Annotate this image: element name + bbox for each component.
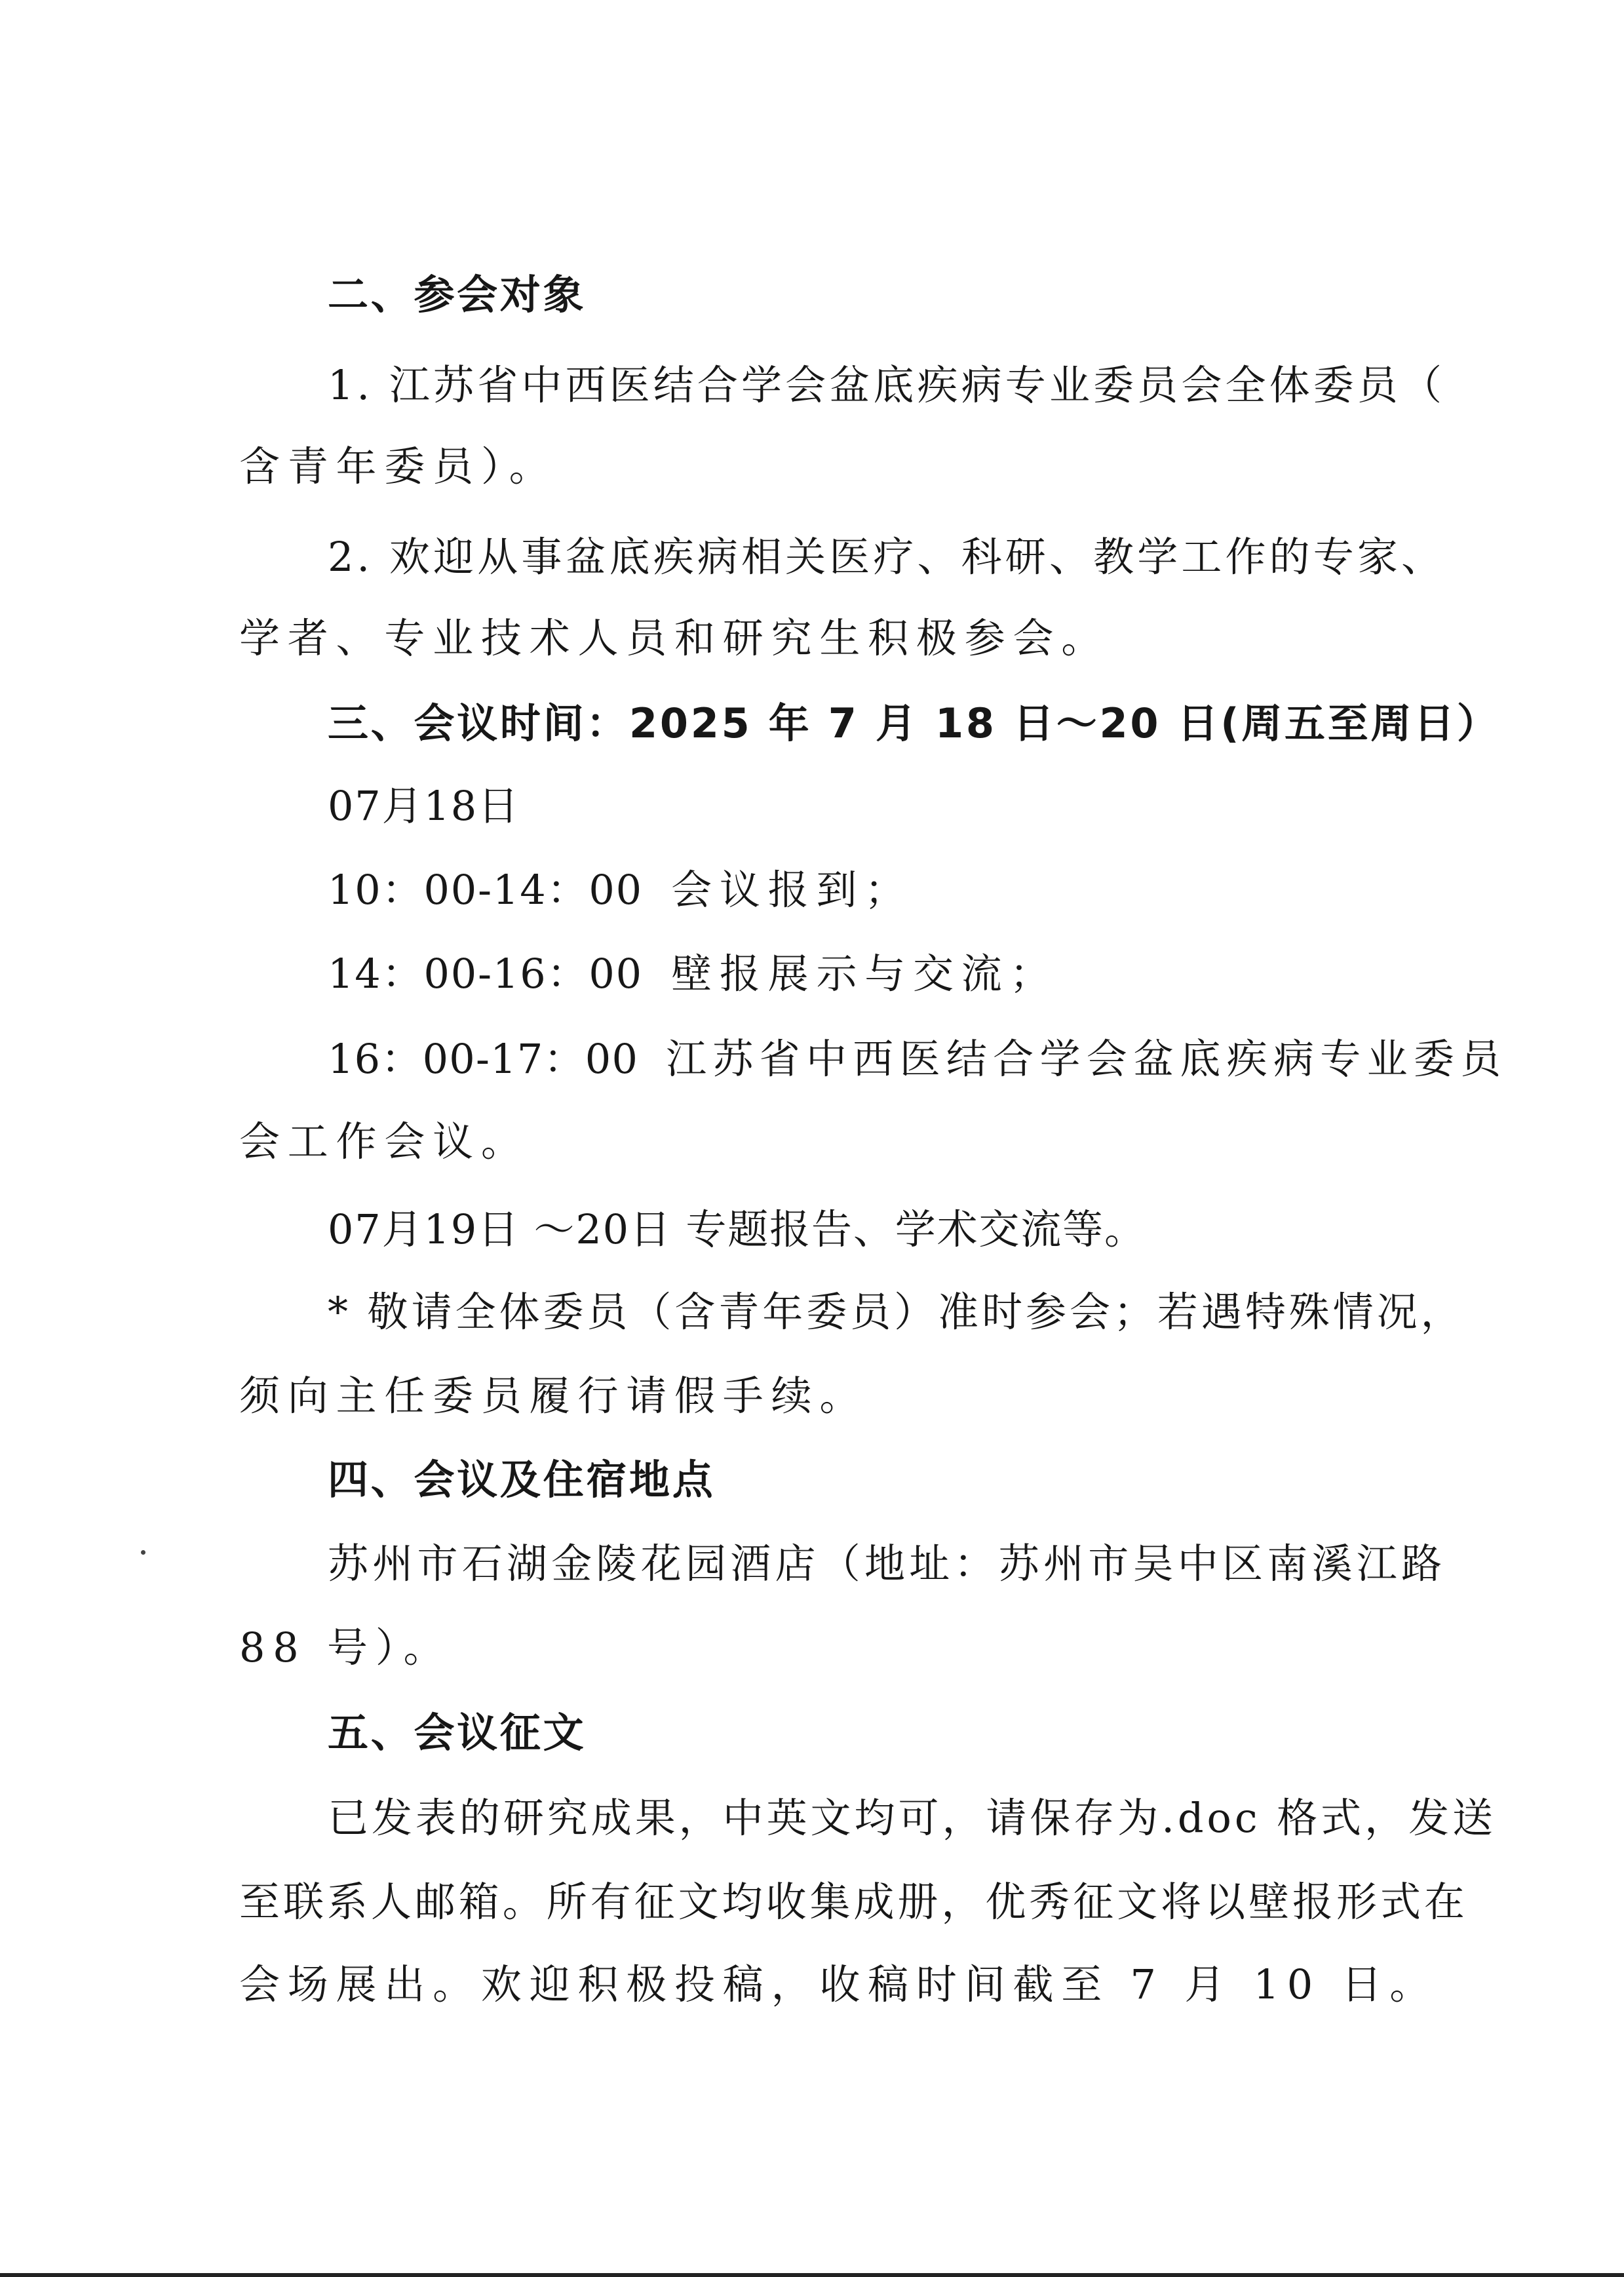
venue-line-1: 苏州市石湖金陵花园酒店（地址：苏州市吴中区南溪江路	[328, 1540, 1445, 1587]
attendees-item-2-line-2: 学者、专业技术人员和研究生积极参会。	[239, 614, 1110, 662]
attendance-note-line-2: 须向主任委员履行请假手续。	[239, 1372, 868, 1420]
venue-line-2: 88 号）。	[239, 1624, 452, 1671]
schedule-time: 14：00-16：00	[328, 950, 643, 998]
schedule-desc: 会议报到；	[671, 866, 914, 914]
schedule-row	[328, 948, 1058, 1000]
schedule-day-1: 07月18日	[328, 782, 520, 830]
section-heading-venue: 四、会议及住宿地点	[328, 1456, 716, 1504]
schedule-row	[328, 1033, 1507, 1085]
schedule-row	[328, 864, 913, 916]
section-heading-papers: 五、会议征文	[328, 1709, 587, 1757]
schedule-desc: 壁报展示与交流；	[671, 950, 1058, 998]
attendees-item-1-line-2: 含青年委员）。	[239, 442, 558, 490]
attendance-note-line-1: * 敬请全体委员（含青年委员）准时参会；若遇特殊情况，	[328, 1288, 1465, 1336]
section-heading-attendees: 二、参会对象	[328, 271, 587, 319]
papers-line-1: 已发表的研究成果，中英文均可，请保存为.doc 格式，发送	[328, 1794, 1496, 1842]
schedule-desc: 江苏省中西医结合学会盆底疾病专业委员	[666, 1035, 1507, 1083]
section-heading-time: 三、会议时间：2025 年 7 月 18 日～20 日(周五至周日）	[328, 699, 1500, 747]
papers-line-2: 至联系人邮箱。所有征文均收集成册，优秀征文将以壁报形式在	[239, 1878, 1468, 1926]
schedule-time: 10：00-14：00	[328, 866, 643, 914]
papers-line-3: 会场展出。欢迎积极投稿，收稿时间截至 7 月 10 日。	[239, 1960, 1439, 2008]
schedule-row-3-continuation: 会工作会议。	[239, 1118, 530, 1165]
scan-speck	[141, 1550, 145, 1555]
attendees-item-1-line-1: 1. 江苏省中西医结合学会盆底疾病专业委员会全体委员（	[328, 361, 1445, 409]
attendees-item-2-line-1: 2. 欢迎从事盆底疾病相关医疗、科研、教学工作的专家、	[328, 533, 1445, 581]
schedule-time: 16：00-17：00	[328, 1035, 639, 1083]
schedule-day-2: 07月19日 ～20日 专题报告、学术交流等。	[328, 1205, 1146, 1253]
page-bottom-edge	[0, 2273, 1624, 2277]
